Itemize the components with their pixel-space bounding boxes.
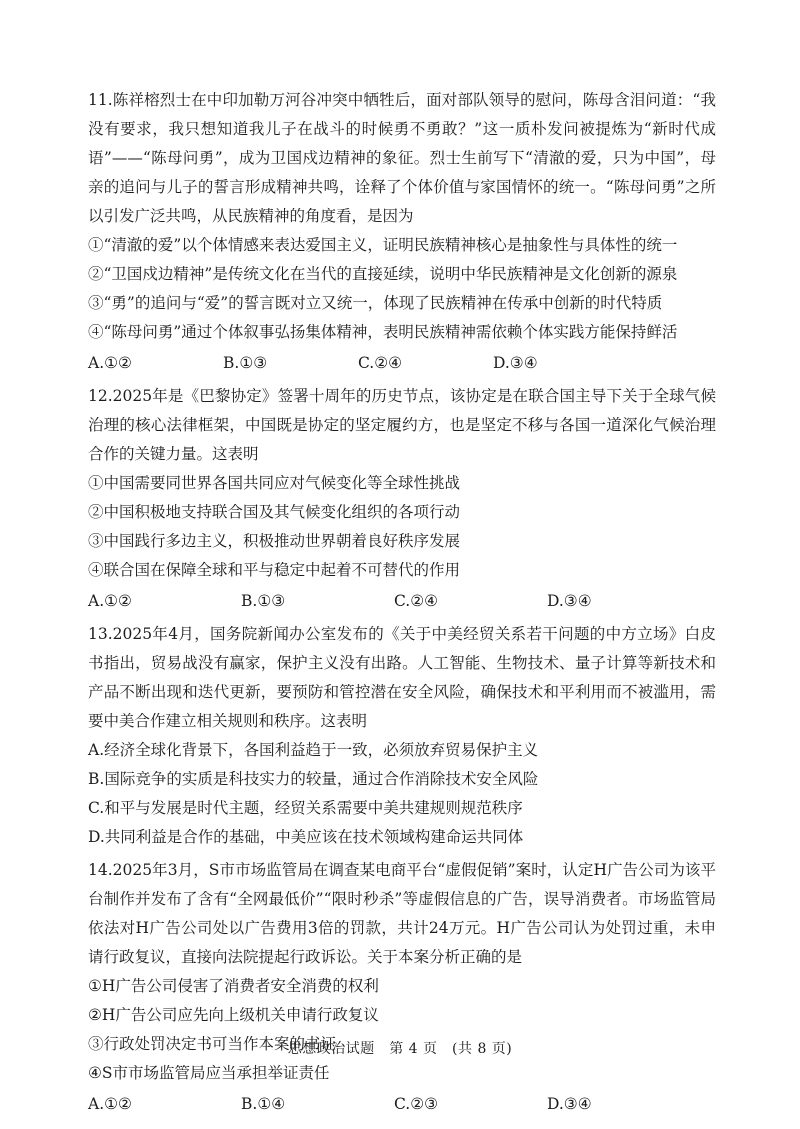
statement-item: ②中国积极地支持联合国及其气候变化组织的各项行动 [88, 503, 461, 521]
statement-item: ②“卫国戍边精神”是传统文化在当代的直接延续，说明中华民族精神是文化创新的源泉 [88, 265, 678, 283]
option-c: C.②③ [394, 1095, 439, 1113]
option-b: B.①③ [241, 592, 286, 610]
statement-item: ④S市市场监管局应当承担举证责任 [88, 1064, 330, 1082]
statement-item: ③行政处罚决定书可当作本案的书证 [88, 1035, 337, 1053]
question-11 [88, 86, 716, 378]
question-stem: 13.2025年4月，国务院新闻办公室发布的《关于中美经贸关系若干问题的中方立场》白皮书指出，贸易战没有赢家，保护主义没有出路。人工智能、生物技术、量子计算等新技术和产品不断出现和迭代更新，要预防和管控潜在安全风险，确保技术和平利用而不被滥用，需要中美合作建立相关规则和秩序。这表明 [88, 625, 716, 730]
answer-options [88, 349, 716, 378]
option-d: D.③④ [547, 592, 592, 610]
option-c: C.②④ [394, 592, 439, 610]
statement-item: ③中国践行多边主义，积极推动世界朝着良好秩序发展 [88, 532, 461, 550]
question-13 [88, 620, 716, 852]
answer-options [88, 1090, 716, 1119]
option-b: B.①④ [241, 1095, 286, 1113]
option-c: C.②④ [358, 354, 403, 372]
statement-item: ①中国需要同世界各国共同应对气候变化等全球性挑战 [88, 474, 461, 492]
option-a: A.①② [88, 1095, 132, 1113]
option-d: D.③④ [493, 354, 538, 372]
question-stem: 14.2025年3月，S市市场监管局在调查某电商平台“虚假促销”案时，认定H广告公司为该平台制作并发布了含有“全网最低价”“限时秒杀”等虚假信息的广告，误导消费者。市场监管局依法对H广告公司处以广告费用3倍的罚款，共计24万元。H广告公司认为处罚过重，未申请行政复议，直接向法院提起行政诉讼。关于本案分析正确的是 [88, 861, 716, 966]
choice-c: C.和平与发展是时代主题，经贸关系需要中美共建规则规范秩序 [88, 799, 523, 817]
statement-item: ③“勇”的追问与“爱”的誓言既对立又统一，体现了民族精神在传承中创新的时代特质 [88, 294, 663, 312]
option-d: D.③④ [547, 1095, 592, 1113]
question-stem: 12.2025年是《巴黎协定》签署十周年的历史节点，该协定是在联合国主导下关于全球气候治理的核心法律框架，中国既是协定的坚定履约方，也是坚定不移与各国一道深化气候治理合作的关键力量。这表明 [88, 387, 716, 463]
option-a: A.①② [88, 354, 132, 372]
question-14 [88, 856, 716, 1119]
statement-item: ①H广告公司侵害了消费者安全消费的权利 [88, 977, 379, 995]
exam-page [88, 86, 716, 1123]
statement-item: ④联合国在保障全球和平与稳定中起着不可替代的作用 [88, 561, 461, 579]
page-footer: 思想政治试题 第 4 页 (共 8 页) [287, 1041, 513, 1057]
option-b: B.①③ [223, 354, 268, 372]
choice-a: A.经济全球化背景下，各国利益趋于一致，必须放弃贸易保护主义 [88, 741, 539, 759]
choice-b: B.国际竞争的实质是科技实力的较量，通过合作消除技术安全风险 [88, 770, 539, 788]
question-12 [88, 382, 716, 616]
statement-item: ②H广告公司应先向上级机关申请行政复议 [88, 1006, 379, 1024]
answer-options [88, 587, 716, 616]
choice-d: D.共同利益是合作的基础，中美应该在技术领域构建命运共同体 [88, 828, 524, 846]
statement-item: ④“陈母问勇”通过个体叙事弘扬集体精神，表明民族精神需依赖个体实践方能保持鲜活 [88, 323, 678, 341]
question-stem: 11.陈祥榕烈士在中印加勒万河谷冲突中牺牲后，面对部队领导的慰问，陈母含泪问道：“我没有要求，我只想知道我儿子在战斗的时候勇不勇敢？”这一质朴发问被提炼为“新时代成语”——“陈母问勇”，成为卫国戍边精神的象征。烈士生前写下“清澈的爱，只为中国”，母亲的追问与儿子的誓言形成精神共鸣，诠释了个体价值与家国情怀的统一。“陈母问勇”之所以引发广泛共鸣，从民族精神的角度看，是因为 [88, 91, 716, 225]
statement-item: ①“清澈的爱”以个体情感来表达爱国主义，证明民族精神核心是抽象性与具体性的统一 [88, 236, 678, 254]
option-a: A.①② [88, 592, 132, 610]
